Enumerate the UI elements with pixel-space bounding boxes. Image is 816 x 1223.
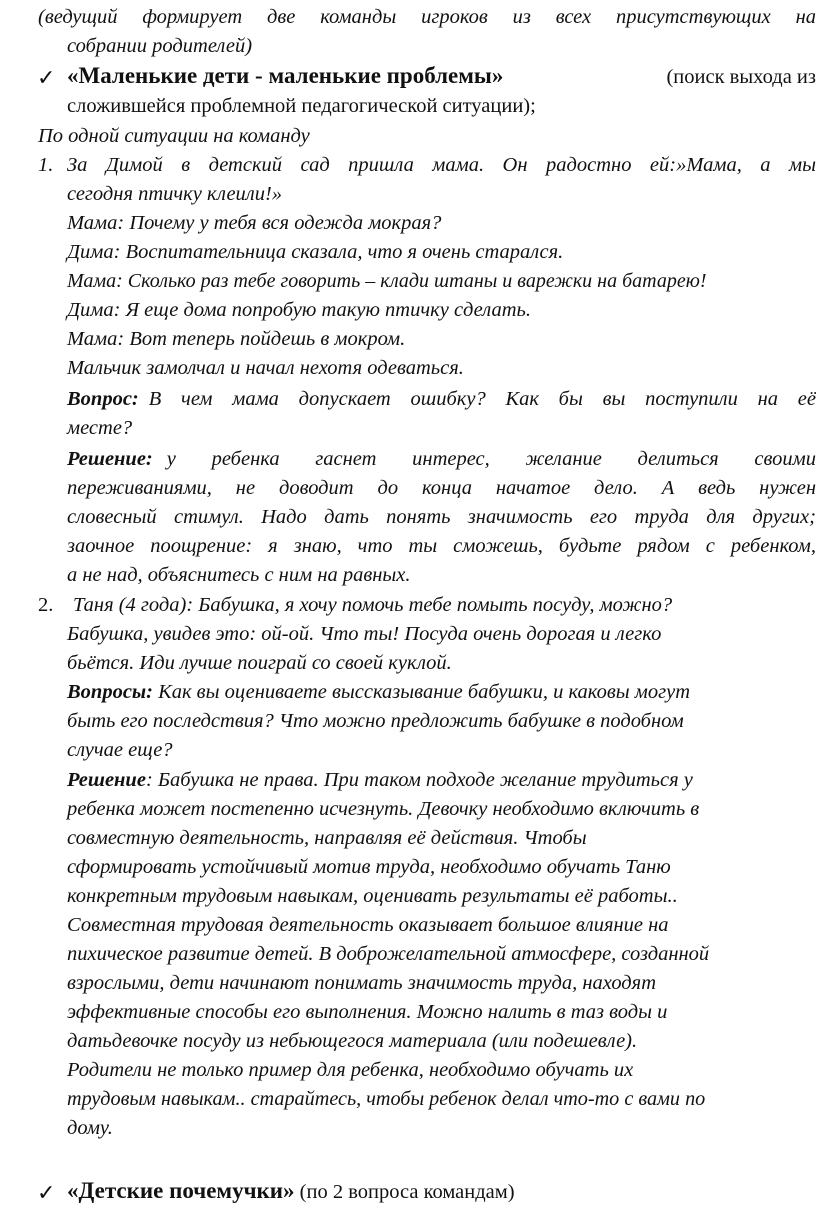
case-line: За Димой в детский сад пришла мама. Он радостно ей:»Мама, а мы [67,154,816,176]
solution-text: : Бабушка не права. При таком подходе желание трудиться у [145,769,693,791]
case-number: 2. [38,594,54,616]
solution-label: Решение [67,769,146,791]
solution-text: Родители не только пример для ребенка, необходимо обучать их [67,1059,634,1081]
solution-text: у ребенка гаснет интерес, желание делиться своими [166,448,816,470]
question-text: В чем мама допускает ошибку? Как бы вы поступили на её [148,388,816,410]
section-heading-1 [67,61,816,92]
intro-line: (ведущий формирует две команды игроков из всех присутствующих на [38,6,816,28]
solution-text: эффективные способы его выполнения. Можно налить в таз воды и [67,1001,668,1023]
question-label: Вопрос: [67,388,139,410]
section-title: «Маленькие дети - маленькие проблемы» [67,63,504,88]
question-text: случае еще? [67,739,173,761]
solution-text: конкретным трудовым навыкам, оценивать результаты её работы.. [67,885,678,907]
solution-line [67,766,693,795]
case-line: Мама: Сколько раз тебе говорить – клади штаны и варежки на батарею! [67,270,707,292]
question-text: месте? [67,417,133,439]
question-text: быть его последствия? Что можно предложить бабушке в подобном [67,710,684,732]
solution-text: трудовым навыкам.. старайтесь, чтобы ребенок делал что-то с вами по [67,1088,706,1110]
section-subtitle: (поиск выхода из [666,66,816,88]
solution-label: Решение: [67,448,153,470]
solution-text: пихическое развитие детей. В доброжелательной атмосфере, созданной [67,943,710,965]
solution-text: а не над, объяснитесь с ним на равных. [67,564,411,586]
section-subtitle: сложившейся проблемной педагогической ситуации); [67,95,536,117]
checkmark-icon: ✓ [37,65,56,90]
section-subtitle: (по 2 вопроса командам) [299,1181,515,1203]
solution-text: Совместная трудовая деятельность оказывает большое влияние на [67,914,669,936]
case-number: 1. [38,154,54,176]
solution-line [67,445,816,474]
solution-text: ребенка может постепенно исчезнуть. Девочку необходимо включить в [67,798,700,820]
case-line: Мальчик замолчал и начал нехотя одеваться. [67,357,464,379]
solution-text: переживаниями, не доводит до конца начатое дело. А ведь нужен [67,477,816,499]
case-line: Мама: Почему у тебя вся одежда мокрая? [67,212,442,234]
question-text: Как вы оцениваете выссказывание бабушки, и каковы могут [158,681,690,703]
section-heading-2 [67,1176,515,1207]
case-line: сегодня птичку клеили!» [67,183,283,205]
solution-text: дому. [67,1117,113,1139]
case-line: Таня (4 года): Бабушка, я хочу помочь тебе помыть посуду, можно? [73,594,673,616]
question-label: Вопросы: [67,681,153,703]
question-line [67,678,690,707]
section-title: «Детские почемучки» [67,1178,295,1203]
case-line: Мама: Вот теперь пойдешь в мокром. [67,328,406,350]
solution-text: датьдевочке посуду из небьющегося материала (или подешевле). [67,1030,638,1052]
solution-text: словесный стимул. Надо дать понять значимость его труда для других; [67,506,816,528]
case-line: Бабушка, увидев это: ой-ой. Что ты! Посуда очень дорогая и легко [67,623,662,645]
solution-text: совместную деятельность, направляя её действия. Чтобы [67,827,587,849]
case-line: Дима: Я еще дома попробую такую птичку сделать. [67,299,531,321]
case-line: Дима: Воспитательница сказала, что я очень старался. [67,241,564,263]
per-team-note: По одной ситуации на команду [38,125,310,147]
solution-text: взрослыми, дети начинают понимать значимость труда, находят [67,972,657,994]
question-line [67,385,816,414]
checkmark-icon: ✓ [37,1180,56,1205]
solution-text: заочное поощрение: я знаю, что ты сможешь, будьте рядом с ребенком, [67,535,816,557]
solution-text: сформировать устойчивый мотив труда, необходимо обучать Таню [67,856,671,878]
intro-line: собрании родителей) [67,35,253,57]
case-line: бьётся. Иди лучше поиграй со своей куклой. [67,652,452,674]
